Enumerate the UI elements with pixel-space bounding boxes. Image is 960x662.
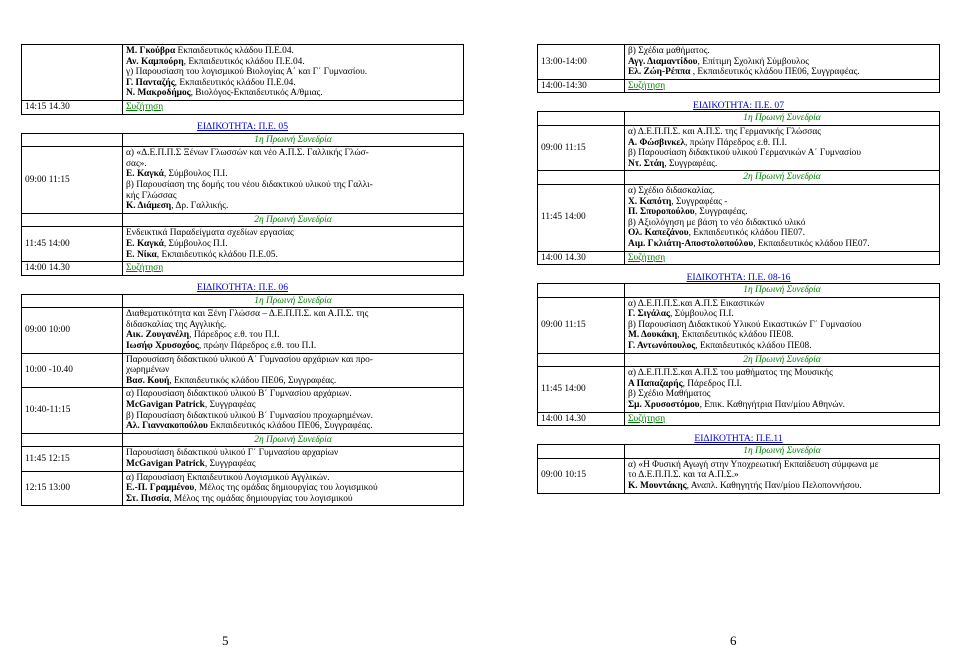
- content-line: γ) Παρουσίαση του λογισμικού Βιολογίας Α΄ και Γ΄ Γυμνασίου.: [126, 67, 368, 78]
- content-line: χωρημένων: [126, 365, 170, 376]
- specialty-heading: ΕΙΔΙΚΟΤΗΤΑ: Π.Ε. 07: [538, 93, 940, 112]
- session-row: [22, 133, 464, 147]
- person-name: Αλ. Γιαννακοπούλου: [126, 421, 208, 432]
- content-cell: [625, 45, 940, 80]
- content-line: β) Παρουσίαση της δομής του νέου διδακτικού υλικού της Γαλλι-: [126, 179, 373, 190]
- content-line: α) Παρουσίαση Εκπαιδευτικού Λογισμικού Αγγλικών.: [126, 472, 330, 483]
- heading-row: [22, 114, 464, 133]
- session-row: [22, 433, 464, 447]
- line-rest: , Εκπαιδευτικός κλάδου ΠΕ08.: [695, 341, 812, 352]
- session-row: [538, 112, 940, 126]
- person-name: Βασ. Κουή: [126, 375, 170, 386]
- line-rest: , Βιολόγος-Εκπαιδευτικός Α/θμιας.: [190, 88, 323, 99]
- content-line: [628, 309, 936, 320]
- discussion-label: Συζήτηση: [625, 412, 940, 426]
- content-cell: [123, 45, 464, 101]
- entry-row: [538, 297, 940, 353]
- session-row: [538, 284, 940, 298]
- time-cell: [22, 213, 123, 227]
- content-line: [628, 330, 936, 341]
- session-label: 1η Πρωινή Συνεδρία: [625, 112, 940, 126]
- content-line: [628, 159, 936, 170]
- time-cell: [22, 294, 123, 308]
- content-cell: [123, 471, 464, 506]
- time-cell: 09:00 10:00: [22, 308, 123, 353]
- heading-row: [538, 93, 940, 112]
- person-name: Αν. Καμπούρη: [126, 56, 184, 67]
- discussion-label: Συζήτηση: [123, 262, 464, 276]
- content-line: το Δ.Ε.Π.Π.Σ. και τα Α.Π.Σ.»: [628, 470, 739, 481]
- entry-row: [22, 353, 464, 388]
- content-line: [126, 169, 460, 180]
- line-rest: , Μέλος της ομάδας δημιουργίας του λογισμικού: [194, 483, 378, 494]
- line-rest: , Συγγραφέας.: [664, 158, 718, 169]
- time-cell: 09:00 11:15: [538, 125, 625, 170]
- content-line: [126, 421, 460, 432]
- content-line: α) Σχέδιο διδασκαλίας.: [628, 185, 715, 196]
- line-rest: , Επικ. Καθηγήτρια Παν/μίου Αθηνών.: [699, 400, 846, 411]
- content-line: [126, 88, 460, 99]
- person-name: Γ. Αντωνόπουλος: [628, 341, 696, 352]
- line-rest: , Εκπαιδευτικός κλάδου ΠΕ06, Συγγραφέας.: [169, 375, 337, 386]
- person-name: Χ. Καπότη: [628, 196, 672, 207]
- content-cell: [123, 227, 464, 262]
- content-line: [628, 67, 936, 78]
- discussion-row: [22, 262, 464, 276]
- line-rest: , Πάρεδρος Π.Ι.: [682, 378, 742, 389]
- content-line: [628, 481, 936, 492]
- entry-row: [22, 45, 464, 101]
- content-line: [628, 138, 936, 149]
- content-line: β) Παρουσίαση διδακτικού υλικού Γερμανικών Α΄ Γυμνασίου: [628, 148, 861, 159]
- content-line: α) Παρουσίαση διδακτικού υλικού Β΄ Γυμνασίου αρχάριων.: [126, 389, 352, 400]
- person-name: Κ. Μουντάκης: [628, 481, 687, 491]
- line-rest: , Συγγραφέας -: [671, 196, 728, 207]
- right-schedule-table: [537, 44, 940, 494]
- session-label: 2η Πρωινή Συνεδρία: [625, 171, 940, 185]
- discussion-row: [538, 251, 940, 265]
- session-row: [538, 171, 940, 185]
- line-rest: , Πάρεδρος ε.θ. του Π.Ι.: [189, 330, 280, 341]
- content-line: Παρουσίαση διδακτικού υλικού Α΄ Γυμνασίου αρχάριων και προ-: [126, 354, 373, 365]
- person-name: Ελ. Ζώη-Ρέππα: [628, 67, 691, 78]
- time-cell: 11:45 14:00: [538, 367, 625, 412]
- content-cell: [123, 388, 464, 433]
- session-row: [538, 353, 940, 367]
- content-line: β) Σχέδιο Μαθήματος: [628, 389, 711, 400]
- time-cell: 13:00-14:00: [538, 45, 625, 80]
- content-line: [126, 494, 460, 505]
- session-row: [22, 213, 464, 227]
- content-line: σας».: [126, 158, 147, 169]
- content-line: α) «Δ.Ε.Π.Π.Σ Ξένων Γλωσσών και νέο Α.Π.Σ. Γαλλικής Γλώσ-: [126, 148, 369, 159]
- content-line: [126, 239, 460, 250]
- content-line: β) Σχέδια μαθήματος.: [628, 46, 710, 56]
- line-rest: , πρώην Πάρεδρος ε.θ. Π.Ι.: [685, 137, 787, 148]
- time-cell: [22, 133, 123, 147]
- person-name: Σμ. Χρυσοστόμου: [628, 400, 700, 411]
- line-rest: , Σύμβουλος Π.Ι.: [163, 238, 228, 249]
- line-rest: , Συγγραφέας: [204, 400, 256, 411]
- time-cell: 14:00-14:30: [538, 79, 625, 93]
- line-rest: , Εκπαιδευτικός κλάδου ΠΕ07.: [753, 238, 870, 249]
- entry-row: [22, 447, 464, 471]
- page-number-left: 5: [222, 633, 229, 648]
- person-name: Στ. Πισσία: [126, 493, 170, 504]
- content-line: [126, 330, 460, 341]
- content-cell: [123, 447, 464, 471]
- person-name: Ν. Μακροδήμος: [126, 88, 191, 99]
- line-rest: , Δρ. Γαλλικής.: [171, 201, 229, 212]
- time-cell: 09:00 10:15: [538, 458, 625, 493]
- entry-row: [22, 227, 464, 262]
- discussion-label: Συζήτηση: [625, 251, 940, 265]
- time-cell: 14:00 14.30: [538, 251, 625, 265]
- line-rest: , Εκπαιδευτικός κλάδου Π.Ε.05.: [156, 249, 278, 260]
- session-label: 2η Πρωινή Συνεδρία: [123, 213, 464, 227]
- time-cell: 11:45 12:15: [22, 447, 123, 471]
- person-name: Αιμ. Γκλιάτη-Αποστολοπούλου: [628, 238, 754, 249]
- content-cell: [625, 297, 940, 353]
- content-cell: [123, 308, 464, 353]
- content-line: β) Παρουσίαση Διδακτικού Υλικού Εικαστικών Γ΄ Γυμνασίου: [628, 319, 862, 330]
- content-line: [126, 57, 460, 68]
- content-line: [628, 228, 936, 239]
- session-label: 1η Πρωινή Συνεδρία: [625, 445, 940, 459]
- content-line: [126, 46, 460, 57]
- content-line: Παρουσίαση διδακτικού υλικού Γ΄ Γυμνασίου αρχαρίων: [126, 448, 339, 459]
- discussion-row: [538, 79, 940, 93]
- content-line: [628, 379, 936, 390]
- time-cell: 12:15 13:00: [22, 471, 123, 506]
- content-line: [126, 483, 460, 494]
- heading-row: [538, 426, 940, 445]
- person-name: Αικ. Ζουγανέλη: [126, 330, 190, 341]
- person-name: Ντ. Στάη: [628, 158, 665, 169]
- content-line: Διαθεματικότητα και Ξένη Γλώσσα – Δ.Ε.Π.Π.Σ. και Α.Π.Σ. της: [126, 309, 369, 320]
- person-name: Ιωσήφ Χρυσοχόος: [126, 341, 199, 352]
- content-cell: [123, 353, 464, 388]
- time-cell: [22, 433, 123, 447]
- entry-row: [22, 471, 464, 506]
- person-name: Ε.-Π. Γραμμένου: [126, 483, 195, 494]
- content-line: α) Δ.Ε.Π.Π.Σ.και Α.Π.Σ Εικαστικών: [628, 298, 765, 309]
- content-line: [126, 376, 460, 387]
- person-name: Αγγ. Διαμαντίδου: [628, 56, 698, 67]
- content-line: [126, 78, 460, 89]
- content-line: διδασκαλίας της Αγγλικής.: [126, 319, 227, 330]
- content-line: α) Δ.Ε.Π.Π.Σ. και Α.Π.Σ. της Γερμανικής Γλώσσας: [628, 126, 821, 137]
- entry-row: [538, 367, 940, 412]
- line-rest: , Μέλος της ομάδας δημιουργίας του λογισμικού: [169, 493, 353, 504]
- discussion-row: [538, 412, 940, 426]
- time-cell: [538, 284, 625, 298]
- line-rest: , Εκπαιδευτικός κλάδου Π.Ε.04.: [183, 56, 305, 67]
- content-line: [126, 341, 460, 352]
- person-name: Μ. Γκούβρα: [126, 46, 176, 56]
- content-line: [628, 400, 936, 411]
- line-rest: , Σύμβουλος Π.Ι.: [669, 309, 734, 320]
- content-line: κής Γλώσσας: [126, 190, 177, 201]
- specialty-heading: ΕΙΔΙΚΟΤΗΤΑ: Π.Ε.11: [538, 426, 940, 445]
- page-number-right: 6: [730, 633, 737, 648]
- right-page: [480, 0, 960, 662]
- specialty-heading: ΕΙΔΙΚΟΤΗΤΑ: Π.Ε. 06: [22, 275, 464, 294]
- content-line: α) «Η Φυσική Αγωγή στην Υποχρεωτική Εκπαίδευση σύμφωνα με: [628, 459, 879, 470]
- line-rest: , πρώην Πάρεδρος ε.θ. του Π.Ι.: [198, 341, 317, 352]
- content-line: [628, 197, 936, 208]
- content-line: [126, 400, 460, 411]
- heading-row: [538, 265, 940, 284]
- person-name: Π. Σπυροπούλου: [628, 207, 695, 218]
- line-rest: , Συγγραφέας.: [694, 207, 748, 218]
- content-cell: [123, 147, 464, 214]
- line-rest: , Εκπαιδευτικός κλάδου ΠΕ08.: [677, 330, 794, 341]
- entry-row: [538, 458, 940, 493]
- content-line: α) Δ.Ε.Π.Π.Σ.και Α.Π.Σ του μαθήματος της Μουσικής: [628, 368, 833, 379]
- left-schedule-table: [21, 44, 464, 506]
- discussion-label: Συζήτηση: [123, 100, 464, 114]
- content-line: [126, 201, 460, 212]
- person-name: Γ. Σιγάλας: [628, 309, 670, 320]
- specialty-heading: ΕΙΔΙΚΟΤΗΤΑ: Π.Ε. 05: [22, 114, 464, 133]
- entry-row: [22, 147, 464, 214]
- person-name: Ε. Νίκα: [126, 249, 157, 260]
- content-line: [126, 459, 460, 470]
- line-rest: , Εκπαιδευτικός κλάδου Π.Ε.04.: [174, 77, 296, 88]
- entry-row: [538, 125, 940, 170]
- person-name: Ολ. Καπεζάνου: [628, 228, 689, 239]
- discussion-row: [22, 100, 464, 114]
- person-name: Ε. Καγκά: [126, 238, 164, 249]
- entry-row: [538, 184, 940, 251]
- person-name: Α Παπαζαρής: [628, 378, 683, 389]
- session-label: 2η Πρωινή Συνεδρία: [123, 433, 464, 447]
- content-cell: [625, 458, 940, 493]
- heading-row: [22, 275, 464, 294]
- content-cell: [625, 184, 940, 251]
- line-rest: Εκπαιδευτικός κλάδου ΠΕ06, Συγγραφέας.: [207, 421, 373, 432]
- content-line: β) Αξιολόγηση με βάση το νέο διδακτικό υλικό: [628, 217, 806, 228]
- line-rest: , Εκπαιδευτικός κλάδου ΠΕ06, Συγγραφέας.: [690, 67, 860, 78]
- line-rest: , Συγγραφέας: [204, 459, 256, 469]
- time-cell: 11:45 14:00: [22, 227, 123, 262]
- discussion-label: Συζήτηση: [625, 79, 940, 93]
- line-rest: , Αναπλ. Καθηγητής Παν/μίου Πελοποννήσου.: [686, 481, 862, 491]
- time-cell: [22, 45, 123, 101]
- time-cell: 09:00 11:15: [538, 297, 625, 353]
- time-cell: 09:00 11:15: [22, 147, 123, 214]
- content-line: [628, 57, 936, 68]
- content-cell: [625, 125, 940, 170]
- time-cell: 14:00 14.30: [538, 412, 625, 426]
- session-label: 1η Πρωινή Συνεδρία: [123, 133, 464, 147]
- specialty-heading: ΕΙΔΙΚΟΤΗΤΑ: Π.Ε. 08-16: [538, 265, 940, 284]
- session-label: 2η Πρωινή Συνεδρία: [625, 353, 940, 367]
- person-name: Ε. Καγκά: [126, 169, 164, 180]
- content-line: β) Παρουσίαση διδακτικού υλικού Β΄ Γυμνασίου προχωρημένων.: [126, 410, 373, 421]
- person-name: Κ. Διάμεση: [126, 201, 172, 212]
- time-cell: 10:40-11:15: [22, 388, 123, 433]
- entry-row: [22, 388, 464, 433]
- person-name: Μ. Δουκάκη: [628, 330, 678, 341]
- line-rest: Εκπαιδευτικός κλάδου Π.Ε.04.: [175, 46, 294, 56]
- time-cell: [538, 353, 625, 367]
- time-cell: [538, 445, 625, 459]
- content-cell: [625, 367, 940, 412]
- time-cell: 11:45 14:00: [538, 184, 625, 251]
- content-line: Ενδεικτικά Παραδείγματα σχεδίων εργασίας: [126, 228, 294, 239]
- person-name: Γ. Πανταζής: [126, 77, 175, 88]
- line-rest: , Εκπαιδευτικός κλάδου ΠΕ07.: [688, 228, 805, 239]
- session-row: [22, 294, 464, 308]
- session-label: 1η Πρωινή Συνεδρία: [123, 294, 464, 308]
- person-name: Α. Φώσβινκελ: [628, 137, 686, 148]
- time-cell: 14:15 14.30: [22, 100, 123, 114]
- content-line: [126, 250, 460, 261]
- line-rest: , Επίτιμη Σχολική Σύμβουλος: [697, 56, 809, 67]
- time-cell: [538, 112, 625, 126]
- content-line: [628, 239, 936, 250]
- time-cell: 14:00 14.30: [22, 262, 123, 276]
- person-name: McGavigan Patrick: [126, 400, 205, 411]
- session-row: [538, 445, 940, 459]
- content-line: [628, 207, 936, 218]
- time-cell: [538, 171, 625, 185]
- entry-row: [538, 45, 940, 80]
- entry-row: [22, 308, 464, 353]
- person-name: McGavigan Patrick: [126, 459, 205, 469]
- session-label: 1η Πρωινή Συνεδρία: [625, 284, 940, 298]
- time-cell: 10:00 -10.40: [22, 353, 123, 388]
- content-line: [628, 341, 936, 352]
- line-rest: , Σύμβουλος Π.Ι.: [163, 169, 228, 180]
